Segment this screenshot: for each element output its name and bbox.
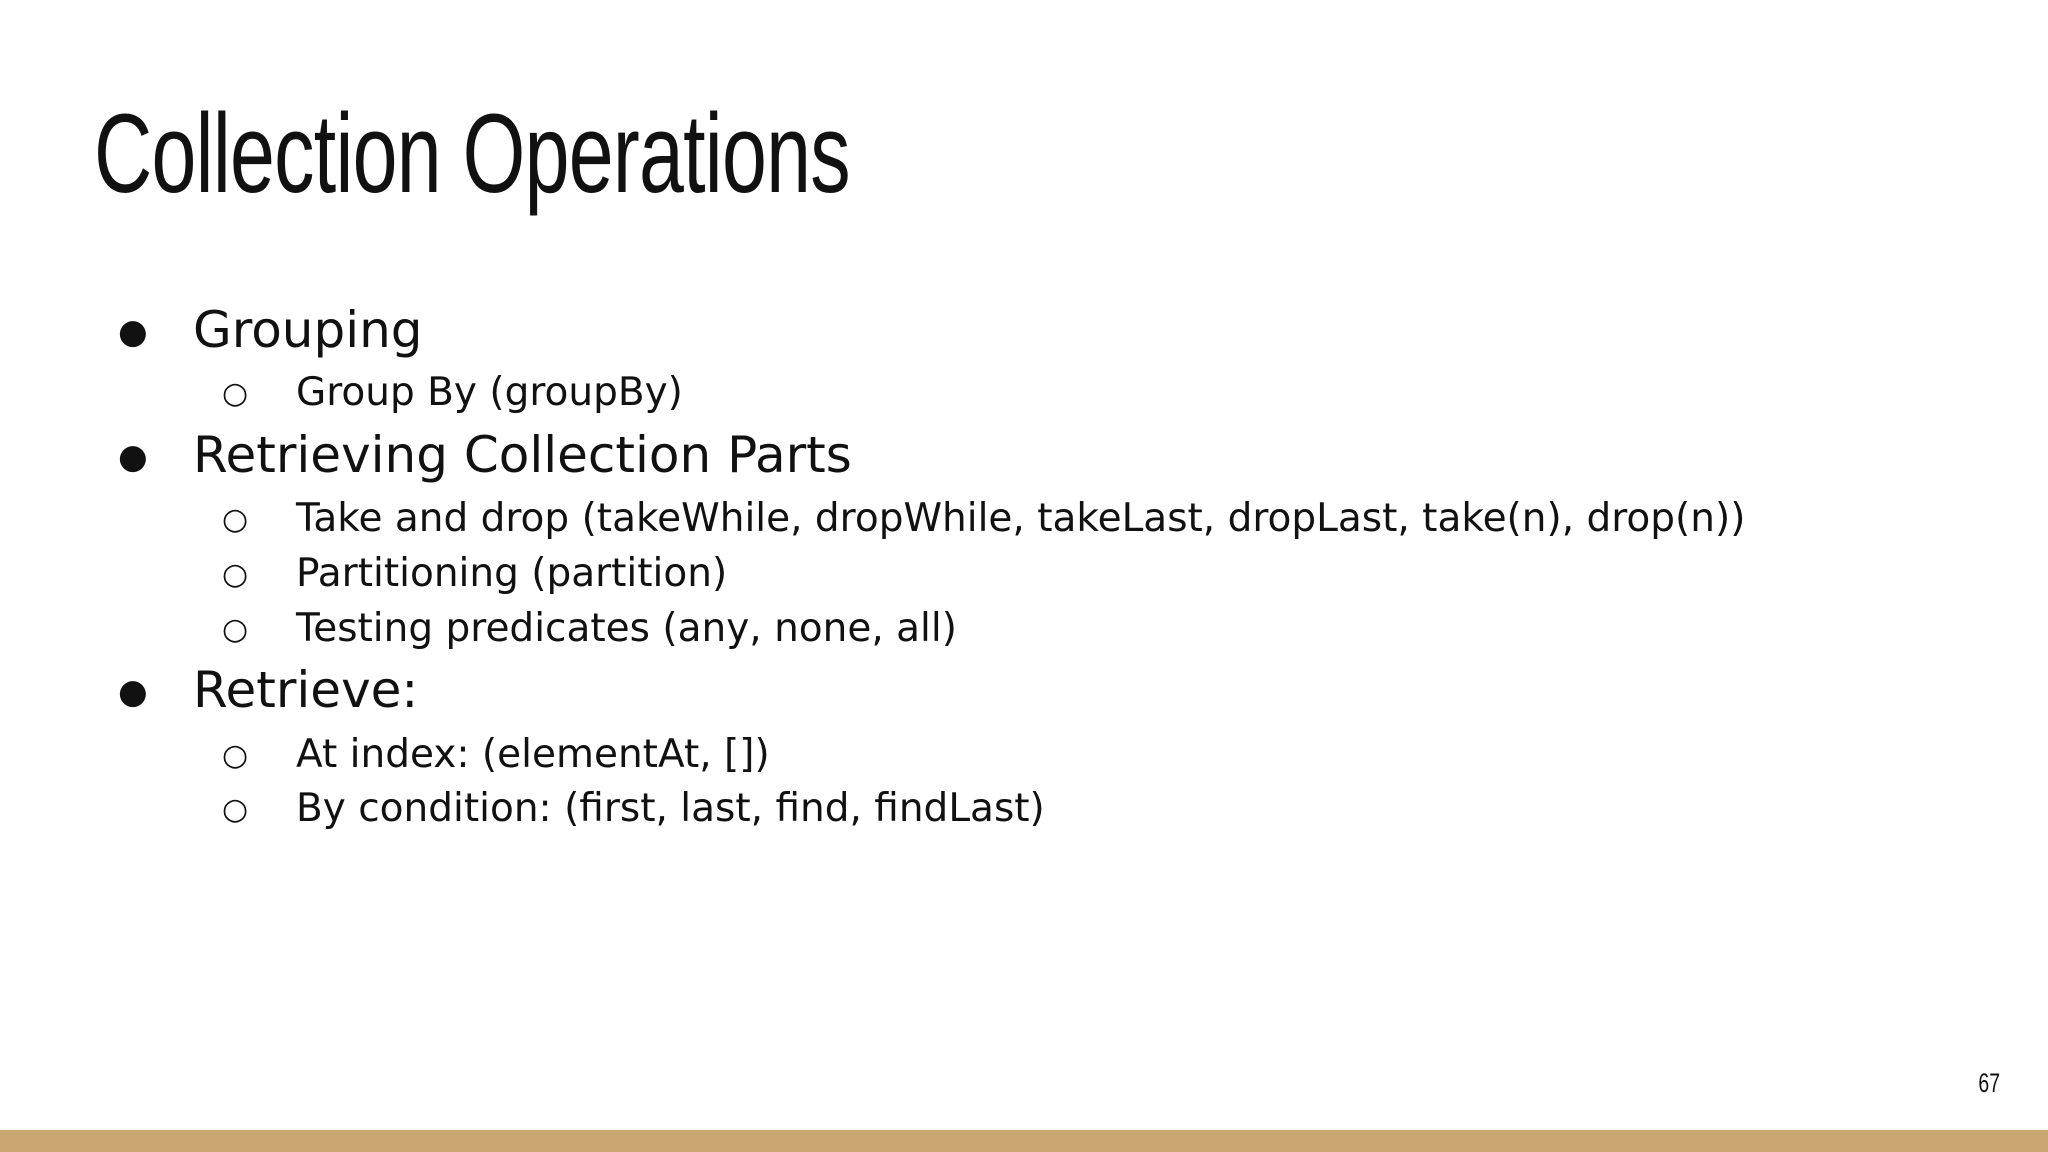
hollow-bullet-icon: ○ — [222, 376, 249, 411]
hollow-bullet-icon: ○ — [222, 557, 249, 592]
list-item-label: Retrieving Collection Parts — [193, 426, 852, 484]
hollow-bullet-icon: ○ — [222, 792, 249, 827]
filled-bullet-icon: ● — [118, 437, 148, 477]
list-item-label: Grouping — [193, 301, 423, 359]
slide-title: Collection Operations — [94, 91, 850, 216]
sub-list-item-label: Testing predicates (any, none, all) — [296, 606, 957, 651]
filled-bullet-icon: ● — [118, 312, 148, 352]
sub-list-item-label: By condition: (first, last, find, findLast) — [296, 786, 1045, 831]
sub-list-item-label: Partitioning (partition) — [296, 551, 728, 596]
list-item-label: Retrieve: — [193, 661, 419, 719]
sub-list-item-label: Group By (groupBy) — [296, 370, 683, 415]
sub-list-item-label: At index: (elementAt, []) — [296, 732, 770, 777]
filled-bullet-icon: ● — [118, 672, 148, 712]
hollow-bullet-icon: ○ — [222, 738, 249, 773]
hollow-bullet-icon: ○ — [222, 502, 249, 537]
page-number: 67 — [1978, 1068, 2000, 1098]
hollow-bullet-icon: ○ — [222, 612, 249, 647]
sub-list-item-label: Take and drop (takeWhile, dropWhile, takeLast, dropLast, take(n), drop(n)) — [296, 496, 1746, 541]
footer-accent-bar — [0, 1130, 2048, 1152]
